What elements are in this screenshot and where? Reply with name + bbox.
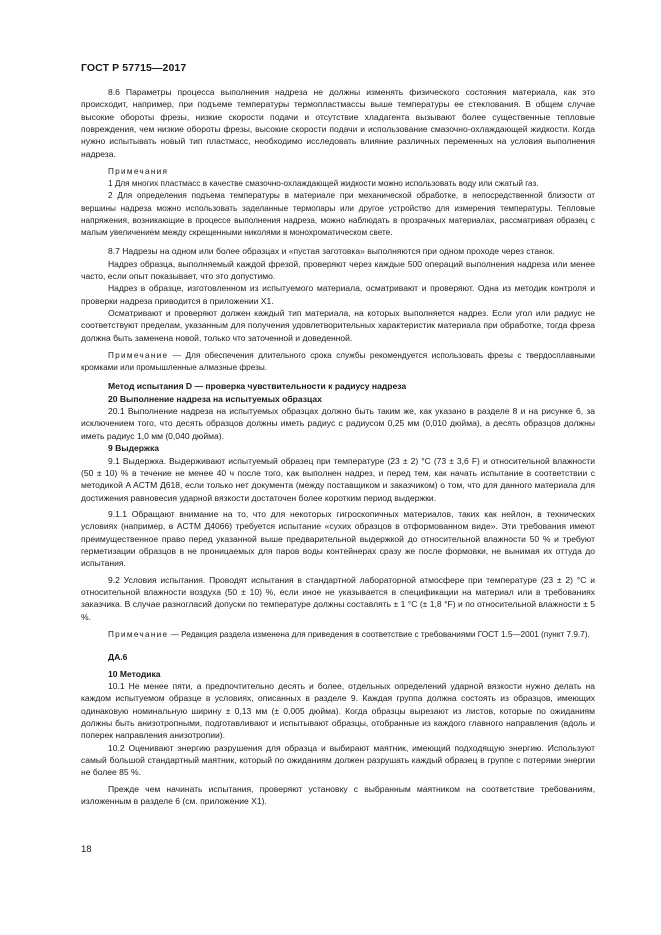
paragraph-10-3: Прежде чем начинать испытания, проверяют установку с выбранным маятником на соответствие требованиям, изложенным в разделе 6 (см. приложение X1). [81,783,595,806]
note-revision [81,629,595,641]
method-d-heading: Метод испытания D — проверка чувствительности к радиусу надреза [108,381,407,392]
note-text: — Редакция раздела изменена для приведения в соответствие с требованиями ГОСТ 1.5—2001 (пункт 7.9.7). [168,629,590,639]
paragraph-8-6: 8.6 Параметры процесса выполнения надреза не должны изменять физического состояния материала, как это происходит, например, при подъеме температуры термопластмассы выше температуры ее стеклования. В общем случае высокие обороты фрезы, низкие скорости подачи и отсутствие хладагента вызывают более существенные тепловые повреждения, чем низкие обороты фрезы, высокие скорости подачи и использование смазочно-охлаждающей жидкости. Когда нужно испытывать новый тип пластмасс, необходимо исследовать влияние различных переменных на условия выполнения надреза. [81,87,595,159]
section-10-heading: 10 Методика [108,668,161,679]
note-2: 2 Для определения подъема температуры в материале при механической обработке, в непосредственной близости от вершины надреза можно использовать заделанные термопары или другое устройство для измерения температуры. Тепловые напряжения, возникающие в процессе выполнения надреза, можно наблюдать в прозрачных материалах, рассматривая образец с малым увеличением между скрещенными николями в монохроматическом свете. [81,191,595,238]
paragraph-notch-inspect: Надрез в образце, изготовленном из испытуемого материала, осматривают и проверяют. Одна из методик контроля и проверки надреза приводится в приложении X1. [81,283,595,306]
paragraph-8-7: 8.7 Надрезы на одном или более образцах и «пустая заготовка» выполняются при одном проходе через станок. [108,246,555,257]
paragraph-9-1: 9.1 Выдержка. Выдерживают испытуемый образец при температуре (23 ± 2) °С (73 ± 3,6 F) и относительной влажности (50 ± 10) % в течение не менее 40 ч после того, как выполнен надрез, и перед тем, как начать испытание в соответствии с методикой A ACTM Д618, если только нет документа (между поставщиком и заказчиком) о том, что для данного материала для достижения равновесия ударной вязкости достаточен более коротким период выдержки. [81,455,595,503]
page-number: 18 [81,844,92,855]
paragraph-10-2: 10.2 Оценивают энергию разрушения для образца и выбирают маятник, имеющий подходящую энергию. Используют самый большой стандартный маятник, который по ожиданиям должен разрушать каждый образец в группе с потерями энергии не более 85 %. [81,742,595,778]
document-header: ГОСТ Р 57715—2017 [81,62,187,74]
paragraph-9-2: 9.2 Условия испытания. Проводят испытания в стандартной лабораторной атмосфере при температуре (23 ± 2) °С и относительной влажности воздуха (50 ± 10) %, если иное не указывается в спецификации на материал или в требованиях заказчика. В случае разногласий допуски по температуре должны составлять ± 1 °С (± 1,8 °F) и по относительной влажности ± 5 %. [81,574,595,622]
paragraph-10-1: 10.1 Не менее пяти, а предпочтительно десять и более, отдельных определений ударной вязкости нужно делать на каждом испытуемом образце в условиях, описанных в разделе 9. Каждая группа должна состоять из образцов, имеющих одинаковую номинальную ширину ± 0,13 мм (± 0,005 дюйма). Когда образцы вырезают из листов, которые по ожиданиям должны быть анизотропными, подготавливают и испытывают образцы, отобранные из каждого главного направления (вдоль и поперек направления анизотропии). [81,680,595,741]
note-label: Примечание [108,351,169,361]
annex-da6-heading: ДА.6 [108,652,128,663]
paragraph-cutter-replace: Осматривают и проверяют должен каждый тип материала, на которых выполняется надрез. Если угол или радиус не соответствуют пределам, указанным для получения удовлетворительных характеристик материала при обработке, тогда фреза должна быть заменена новой, только что заточенной и доведенной. [81,308,595,343]
note-label: Примечание [108,629,169,639]
document-body [81,86,595,807]
note-cutter [81,350,595,374]
paragraph-20-1: 20.1 Выполнение надреза на испытуемых образцах должно быть таким же, как указано в разделе 8 и на рисунке 6, за исключением того, что десять образцов должны иметь радиус с радиусом 0,25 мм (0,010 дюйма), а десять образцов должны иметь радиус 1,0 мм (0,040 дюйма). [81,406,595,441]
section-9-heading: 9 Выдержка [108,443,159,454]
note-text: — Для обеспечения длительного срока службы рекомендуется использовать фрезы с твердосплавными кромками или промышленные алмазные фрезы. [81,351,595,373]
section-20-heading: 20 Выполнение надреза на испытуемых образцах [108,393,322,404]
notes-label: Примечания [108,167,169,177]
paragraph-9-1-1: 9.1.1 Обращают внимание на то, что для некоторых гигроскопичных материалов, таких как нейлон, в технических условиях (например, в ACTM Д4066) требуется испытание «сухих образцов в отформованном виде». Эти требования имеют преимущественное право перед указанной выше предварительной выдержкой до относительной влажности 50 % и требуют герметизации образцов в не проницаемых для паров воды контейнерах сразу же после формовки, не вынимая их оттуда до испытания. [81,508,595,569]
note-1: 1 Для многих пластмасс в качестве смазочно-охлаждающей жидкости можно использовать воду или сжатый газ. [108,179,539,189]
paragraph-notch-check: Надрез образца, выполняемый каждой фрезой, проверяют через каждые 500 операций выполнения надреза или менее часто, если опыт показывает, что это допустимо. [81,258,595,281]
